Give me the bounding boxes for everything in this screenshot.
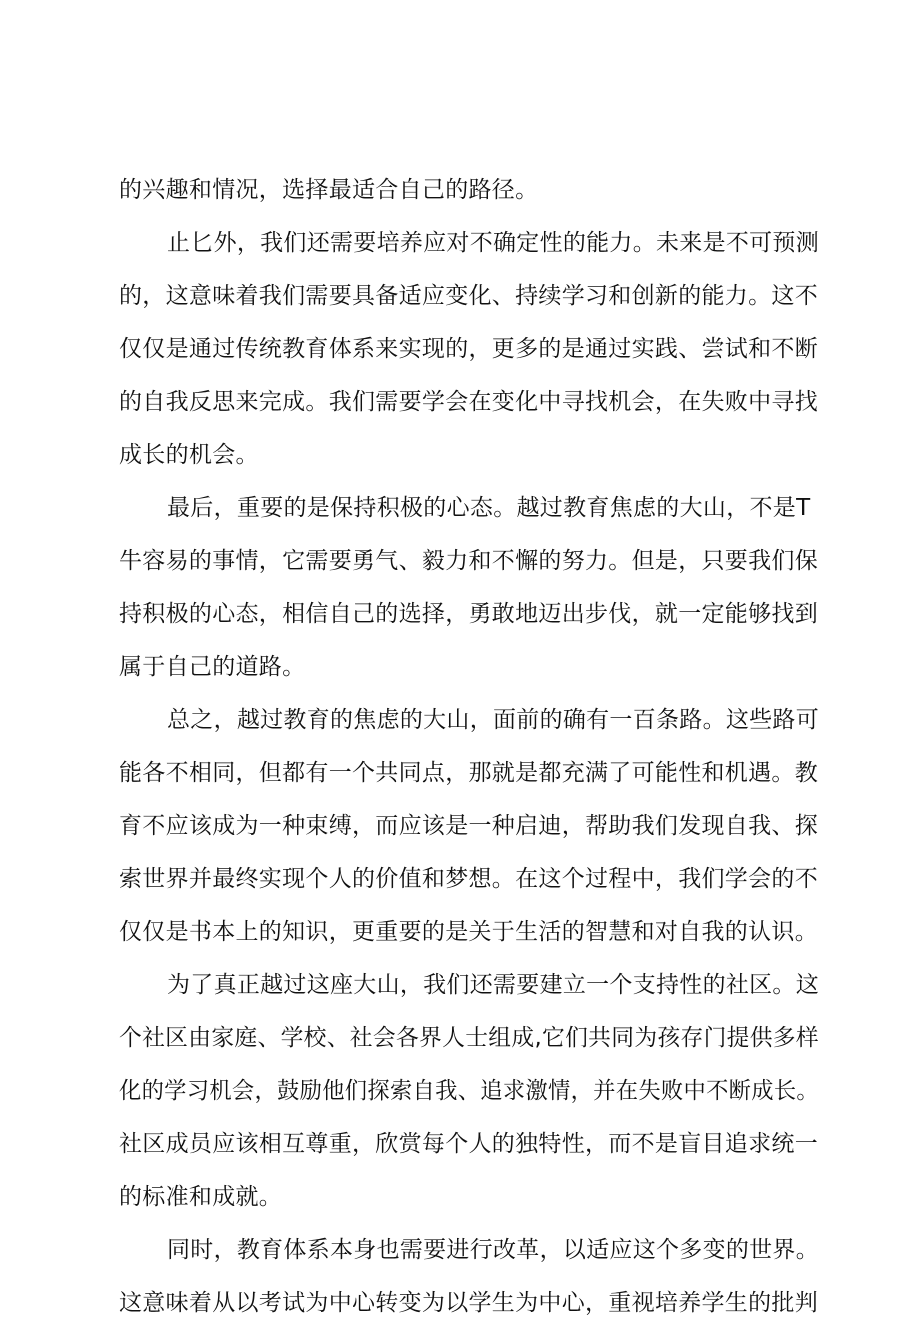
text-line: 止匕外，我们还需要培养应对不确定性的能力。未来是不可预测 (167, 230, 820, 256)
text-line: 为了真正越过这座大山，我们还需要建立一个支持性的社区。这 (167, 972, 820, 998)
text-line: 仅仅是通过传统教育体系来实现的，更多的是通过实践、尝试和不断 (119, 336, 818, 362)
text-line: 同时，教育体系本身也需要进行改革，以适应这个多变的世界。 (167, 1237, 820, 1263)
text-line: 社区成员应该相互尊重，欣赏每个人的独特性，而不是盲目追求统一 (119, 1131, 818, 1157)
text-line: 持积极的心态，相信自己的选择，勇敢地迈出步伐，就一定能够找到 (119, 601, 818, 627)
text-line: 能各不相同，但都有一个共同点，那就是都充满了可能性和机遇。教 (119, 760, 818, 786)
text-line: 育不应该成为一种束缚，而应该是一种启迪，帮助我们发现自我、探 (119, 813, 818, 839)
text-line: 牛容易的事情，它需要勇气、毅力和不懈的努力。但是，只要我们保 (119, 548, 818, 574)
text-line: 个社区由家庭、学校、社会各界人士组成,它们共同为孩存门提供多样 (119, 1025, 819, 1051)
text-line: 这意味着从以考试为中心转变为以学生为中心，重视培养学生的批判 (119, 1290, 818, 1316)
text-line: 属于自己的道路。 (119, 654, 306, 680)
document-body-text (119, 164, 819, 1330)
text-line: 索世界并最终实现个人的价值和梦想。在这个过程中，我们学会的不 (119, 866, 818, 892)
text-line: 成长的机会。 (119, 442, 259, 468)
text-line: 总之，越过教育的焦虑的大山，面前的确有一百条路。这些路可 (167, 707, 820, 733)
text-line: 的自我反思来完成。我们需要学会在变化中寻找机会，在失败中寻找 (119, 389, 818, 415)
text-line: 化的学习机会，鼓励他们探索自我、追求激情，并在失败中不断成长。 (119, 1078, 819, 1104)
text-line: 最后，重要的是保持积极的心态。越过教育焦虑的大山，不是T (167, 495, 811, 521)
text-line: 仅仅是书本上的知识，更重要的是关于生活的智慧和对自我的认识。 (119, 919, 818, 945)
text-line: 的，这意味着我们需要具备适应变化、持续学习和创新的能力。这不 (119, 283, 818, 309)
text-line: 的兴趣和情况，选择最适合自己的路径。 (119, 177, 539, 203)
text-line: 的标准和成就。 (119, 1184, 283, 1210)
